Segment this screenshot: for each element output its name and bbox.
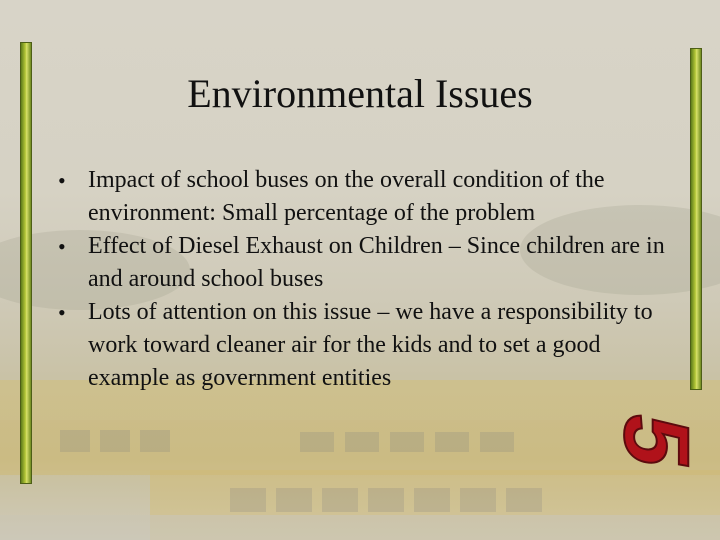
bullet-icon: •	[58, 168, 66, 193]
number-five-logo-icon	[605, 400, 709, 500]
bullet-text: Effect of Diesel Exhaust on Children – Since children are in and around school buses	[88, 233, 665, 292]
bullet-list	[52, 164, 672, 395]
bullet-icon: •	[58, 300, 66, 325]
bullet-text: Lots of attention on this issue – we have a responsibility to work toward cleaner air for the kids and to set a good example as government entities	[88, 299, 653, 391]
bullet-item	[52, 164, 672, 230]
bullet-icon: •	[58, 234, 66, 259]
bullet-item	[52, 230, 672, 296]
bullet-text: Impact of school buses on the overall condition of the environment: Small percentage of the problem	[88, 167, 605, 226]
slide-title: Environmental Issues	[187, 71, 533, 116]
svg-text:5: 5	[605, 406, 709, 476]
bullet-item	[52, 296, 672, 395]
